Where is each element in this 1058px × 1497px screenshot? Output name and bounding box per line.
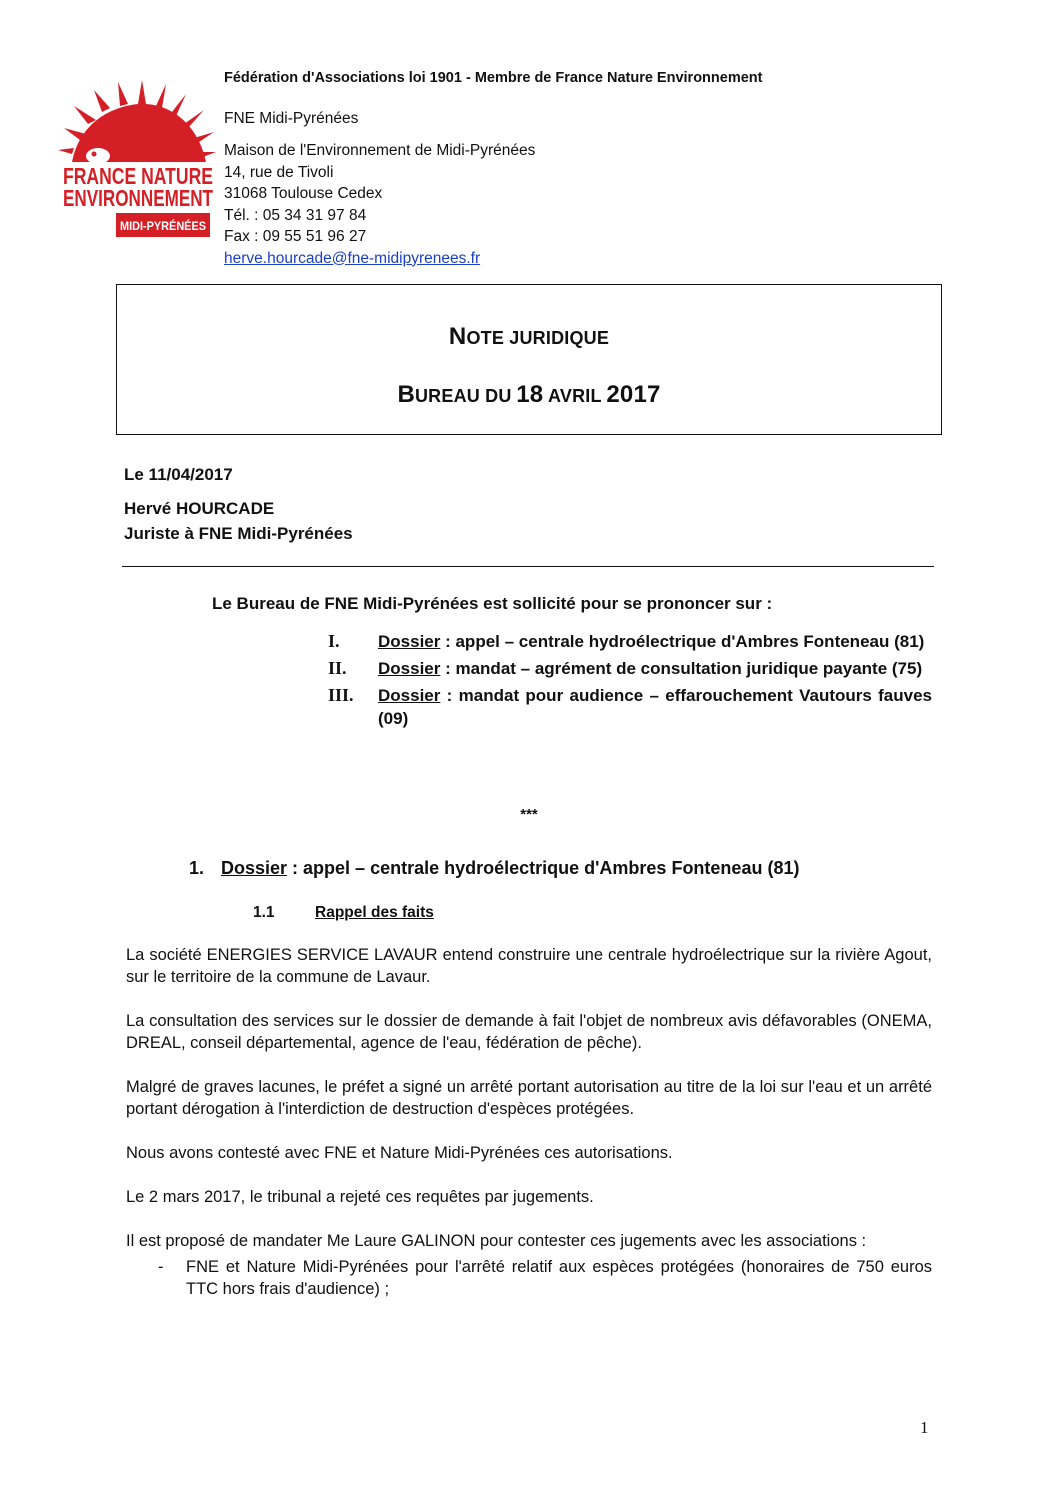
agenda-item-text: : mandat – agrément de consultation juridique payante (75)	[440, 659, 923, 678]
meeting-title: BUREAU DU 18 AVRIL 2017	[397, 381, 661, 408]
author-name: Hervé HOURCADE	[124, 499, 275, 518]
agenda-item-number: I.	[328, 631, 340, 651]
agenda-item-label: Dossier	[378, 659, 441, 678]
bullet-text: FNE et Nature Midi-Pyrénées pour l'arrêté relatif aux espèces protégées (honoraires de 750 euros TTC hors frais d'audience) ;	[186, 1258, 932, 1298]
logo-badge-text: MIDI-PYRÉNÉES	[120, 219, 215, 233]
document-date: Le 11/04/2017	[124, 465, 233, 484]
logo-line2: ENVIRONNEMENT	[63, 185, 213, 211]
fax-line: Fax : 09 55 51 96 27	[224, 228, 367, 245]
address-line: Maison de l'Environnement de Midi-Pyrénées	[224, 142, 536, 159]
subsection-number: 1.1	[253, 904, 275, 921]
section-separator: ***	[520, 806, 538, 823]
federation-line: Fédération d'Associations loi 1901 - Membre de France Nature Environnement	[224, 70, 763, 86]
paragraph: La consultation des services sur le dossier de demande à fait l'objet de nombreux avis défavorables (ONEMA, DREAL, conseil départemental, agence de l'eau, fédération de pêche).	[126, 1012, 932, 1052]
section-heading	[189, 858, 799, 879]
email-link[interactable]: herve.hourcade@fne-midipyrenees.fr	[224, 249, 481, 267]
address-line: 14, rue de Tivoli	[224, 163, 334, 181]
title-box	[116, 284, 942, 435]
paragraph: Malgré de graves lacunes, le préfet a signé un arrêté portant autorisation au titre de la loi sur l'eau et un arrêté portant dérogation à l'interdiction de destruction d'espèces protégées.	[126, 1078, 932, 1118]
agenda-list	[328, 630, 932, 734]
fne-logo	[58, 80, 218, 245]
agenda-item	[328, 684, 932, 730]
hedgehog-logo-icon	[58, 80, 218, 245]
bullet-dash: -	[158, 1258, 164, 1276]
address-line: 31068 Toulouse Cedex	[224, 185, 383, 202]
author-role: Juriste à FNE Midi-Pyrénées	[124, 524, 353, 543]
subsection-title: Rappel des faits	[315, 904, 434, 921]
subsection-heading	[253, 904, 434, 922]
org-name: FNE Midi-Pyrénées	[224, 110, 359, 127]
paragraph: La société ENERGIES SERVICE LAVAUR entend construire une centrale hydroélectrique sur la rivière Agout, sur le territoire de la commune de Lavaur.	[126, 946, 932, 986]
agenda-item-label: Dossier	[378, 632, 441, 651]
agenda-item	[328, 630, 932, 653]
logo-line1: FRANCE NATURE	[63, 163, 213, 189]
agenda-item-number: II.	[328, 658, 347, 678]
agenda-item-label: Dossier	[378, 686, 441, 705]
agenda-item-text: : appel – centrale hydroélectrique d'Ambres Fonteneau (81)	[440, 632, 925, 651]
agenda-item-number: III.	[328, 685, 354, 705]
paragraph: Le 2 mars 2017, le tribunal a rejeté ces requêtes par jugements.	[126, 1188, 594, 1206]
phone-line: Tél. : 05 34 31 97 84	[224, 206, 367, 224]
bullet-item	[126, 1256, 932, 1300]
section-title: : appel – centrale hydroélectrique d'Ambres Fonteneau (81)	[287, 858, 800, 878]
agenda-item	[328, 657, 932, 680]
horizontal-divider	[122, 566, 934, 567]
body-text	[126, 944, 932, 1300]
section-number: 1.	[189, 858, 205, 878]
meta-block	[124, 462, 353, 546]
section-label: Dossier	[221, 858, 288, 878]
paragraph: Il est proposé de mandater Me Laure GALINON pour contester ces jugements avec les associations :	[126, 1232, 867, 1250]
page-number: 1	[920, 1418, 929, 1437]
address-block	[224, 140, 535, 269]
agenda-intro: Le Bureau de FNE Midi-Pyrénées est sollicité pour se prononcer sur :	[212, 594, 773, 613]
paragraph: Nous avons contesté avec FNE et Nature Midi-Pyrénées ces autorisations.	[126, 1144, 673, 1162]
agenda-item-text: : mandat pour audience – effarouchement Vautours fauves (09)	[378, 686, 932, 728]
document-title: NOTE JURIDIQUE	[448, 323, 610, 350]
